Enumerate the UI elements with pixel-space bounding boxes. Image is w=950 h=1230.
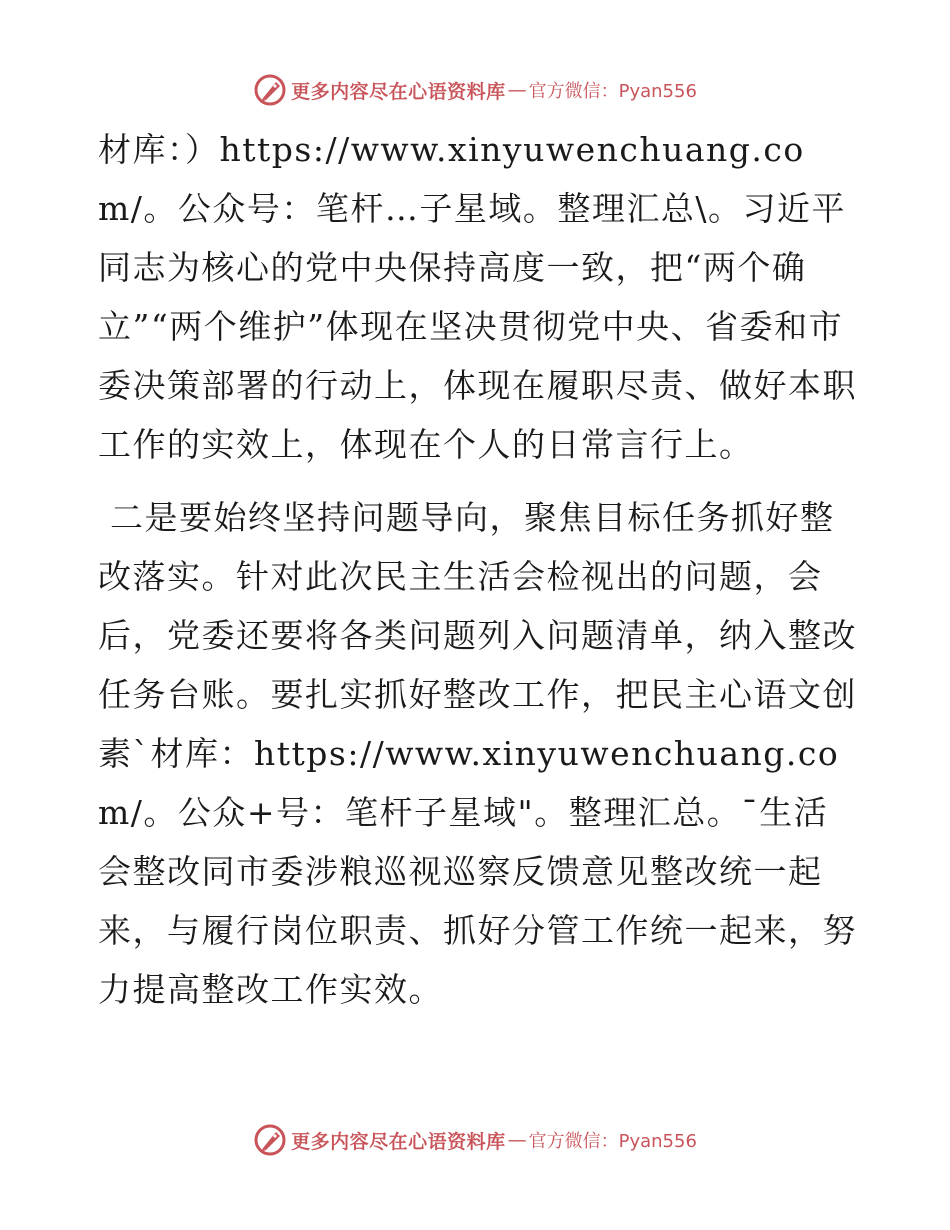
header-banner xyxy=(0,70,950,110)
header-separator: — xyxy=(507,79,527,101)
footer-separator: — xyxy=(507,1129,527,1151)
pen-nib-logo-icon xyxy=(253,73,287,107)
header-wechat: 官方微信：Pyan556 xyxy=(528,81,697,102)
document-body xyxy=(98,120,858,1019)
footer-slogan: 更多内容尽在心语资料库 xyxy=(291,1130,506,1153)
footer-wechat: 官方微信：Pyan556 xyxy=(528,1131,697,1152)
footer-banner xyxy=(0,1120,950,1160)
header-slogan: 更多内容尽在心语资料库 xyxy=(291,80,506,103)
paragraph-1: 材库：）https://www.xinyuwenchuang.com/。公众号：笔杆…子星域。整理汇总\。习近平同志为核心的党中央保持高度一致，把“两个确立”“两个维护”体现在坚决贯彻党中央、省委和市委决策部署的行动上，体现在履职尽责、做好本职工作的实效上，体现在个人的日常言行上。 xyxy=(98,130,857,464)
paragraph-2: 二是要始终坚持问题导向，聚焦目标任务抓好整改落实。针对此次民主生活会检视出的问题，会后，党委还要将各类问题列入问题清单，纳入整改任务台账。要扎实抓好整改工作，把民主心语文创素`材库：https://www.xinyuwenchuang.com/。公众+号：笔杆子星域"。整理汇总。¯生活会整改同市委涉粮巡视巡察反馈意见整改统一起来，与履行岗位职责、抓好分管工作统一起来，努力提高整改工作实效。 xyxy=(98,498,857,1009)
pen-nib-logo-icon xyxy=(253,1123,287,1157)
